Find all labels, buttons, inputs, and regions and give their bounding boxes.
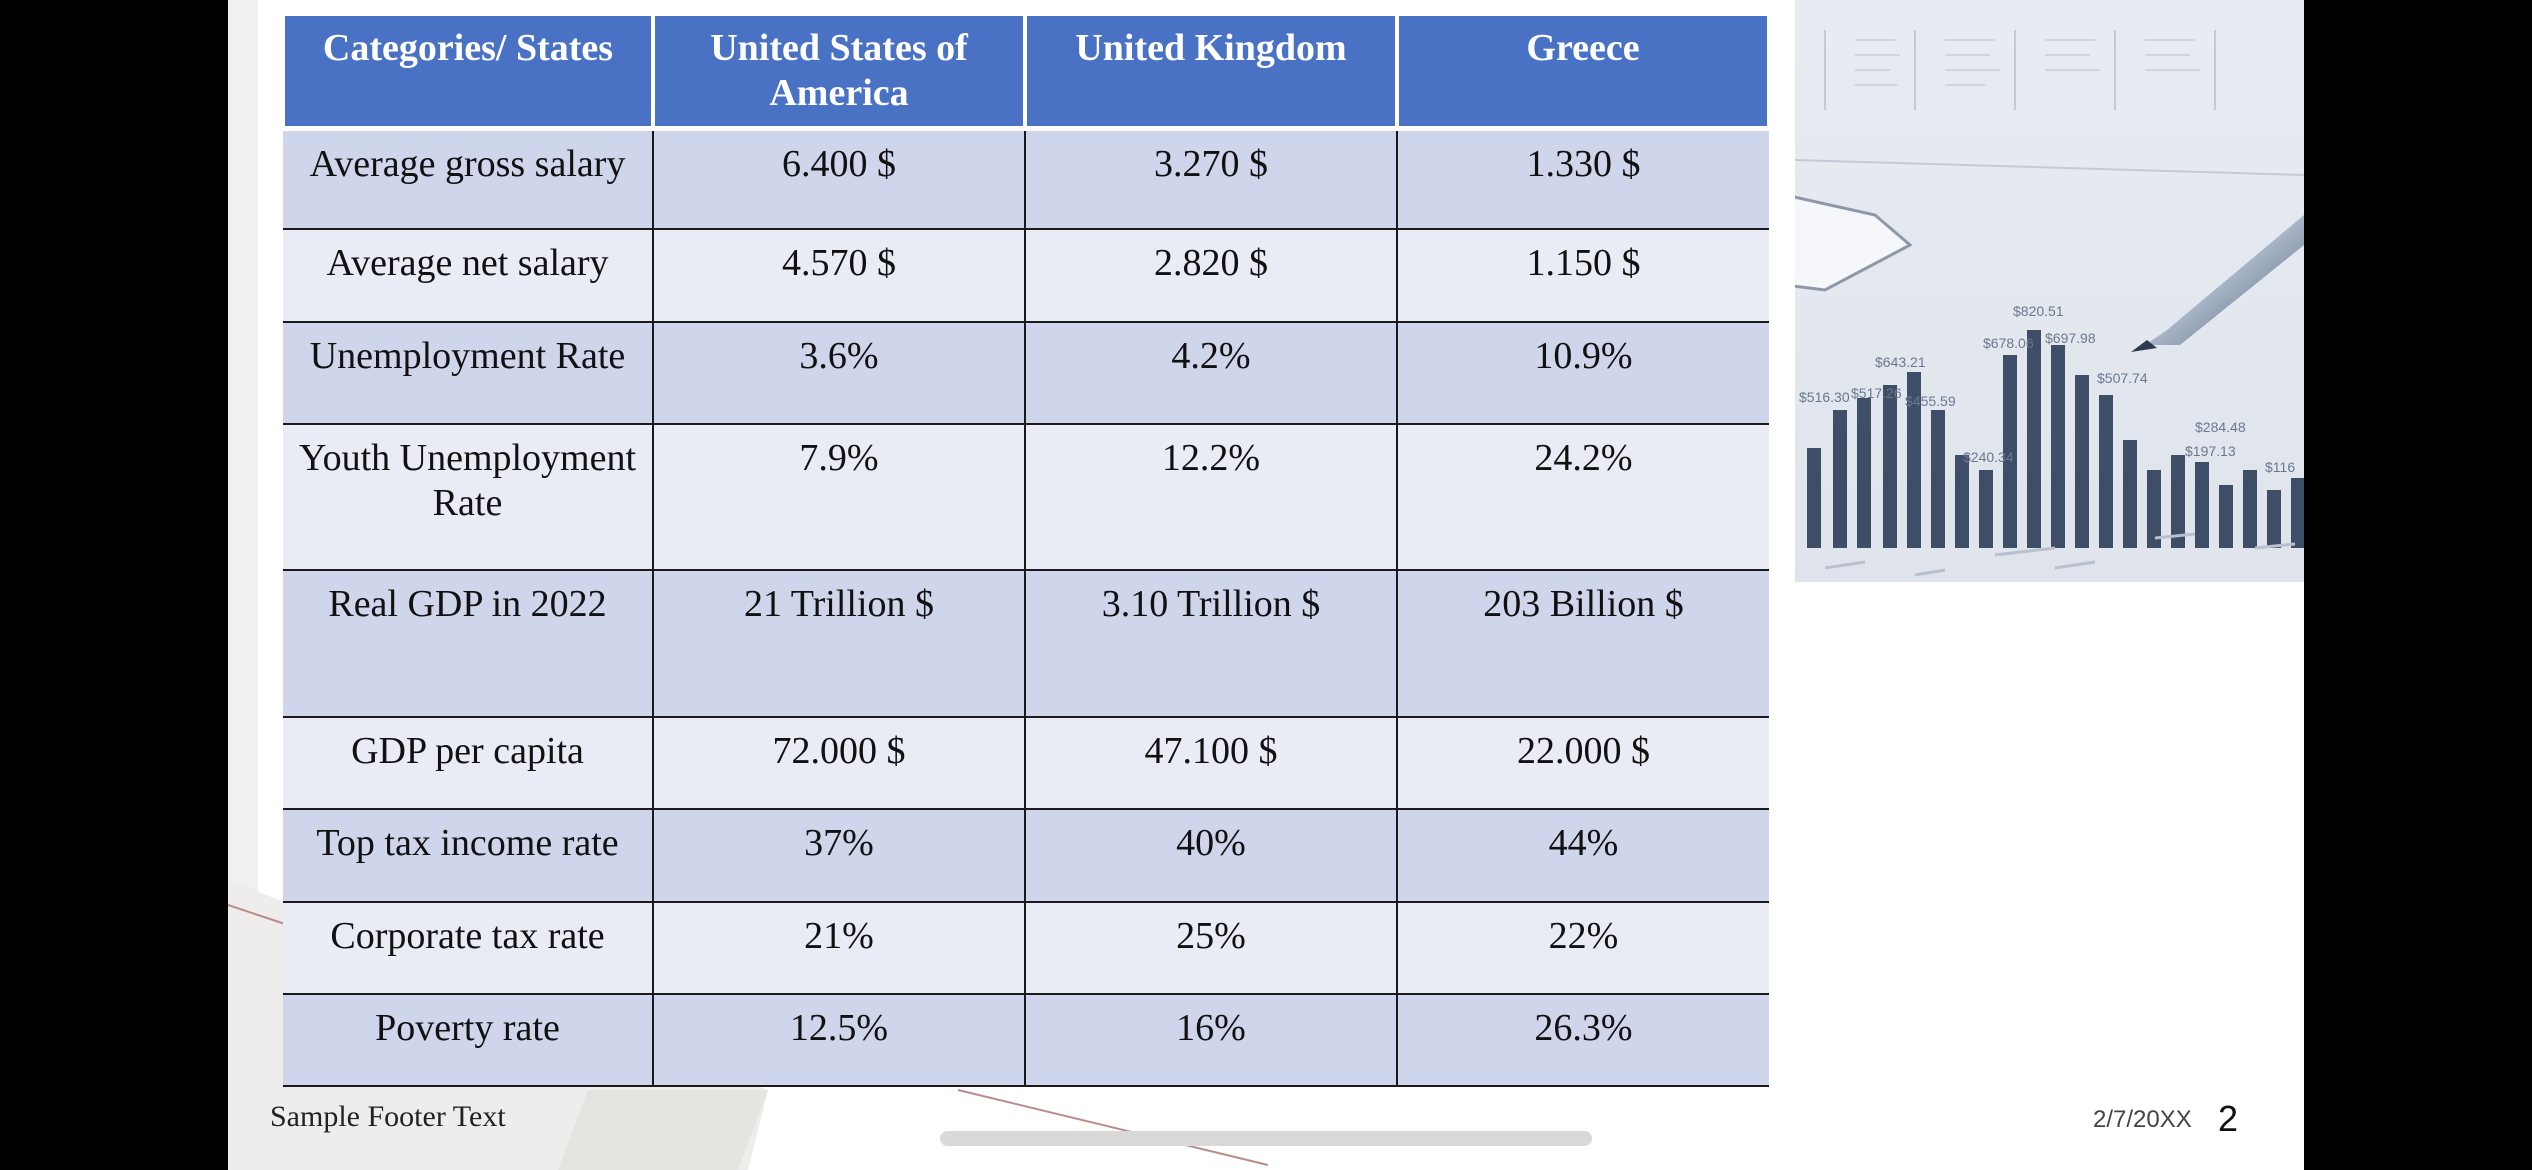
chart-value-label: $507.74 <box>2097 370 2148 386</box>
page-number: 2 <box>2218 1098 2239 1139</box>
chart-value-label: $240.34 <box>1963 449 2014 465</box>
cell-greece: 10.9% <box>1397 322 1769 424</box>
cell-uk: 16% <box>1025 994 1397 1086</box>
cell-usa: 72.000 $ <box>653 717 1025 809</box>
cell-uk: 3.270 $ <box>1025 128 1397 229</box>
chart-value-label: $697.98 <box>2045 330 2096 346</box>
cell-uk: 4.2% <box>1025 322 1397 424</box>
header-usa: United States of America <box>653 16 1025 128</box>
row-category: Poverty rate <box>283 994 653 1086</box>
cell-greece: 24.2% <box>1397 424 1769 570</box>
row-category: Real GDP in 2022 <box>283 570 653 717</box>
table-row <box>283 570 1769 717</box>
cell-usa: 37% <box>653 809 1025 902</box>
cell-uk: 3.10 Trillion $ <box>1025 570 1397 717</box>
header-uk: United Kingdom <box>1025 16 1397 128</box>
cell-usa: 3.6% <box>653 322 1025 424</box>
slide <box>228 0 2304 1170</box>
chart-value-label: $516.30 <box>1799 389 1850 405</box>
table-row <box>283 902 1769 994</box>
table-row <box>283 424 1769 570</box>
row-category: Average gross salary <box>283 128 653 229</box>
table-row <box>283 322 1769 424</box>
table-row <box>283 229 1769 322</box>
cell-usa: 21 Trillion $ <box>653 570 1025 717</box>
cell-usa: 6.400 $ <box>653 128 1025 229</box>
table-row <box>283 994 1769 1086</box>
cell-uk: 2.820 $ <box>1025 229 1397 322</box>
cell-usa: 12.5% <box>653 994 1025 1086</box>
chart-value-label: $455.59 <box>1905 393 1956 409</box>
cell-greece: 203 Billion $ <box>1397 570 1769 717</box>
row-category: Unemployment Rate <box>283 322 653 424</box>
cell-usa: 21% <box>653 902 1025 994</box>
comparison-table <box>281 16 1767 1087</box>
header-categories: Categories/ States <box>283 16 653 128</box>
cell-usa: 4.570 $ <box>653 229 1025 322</box>
cell-greece: 1.150 $ <box>1397 229 1769 322</box>
chart-value-label: $284.48 <box>2195 419 2246 435</box>
chart-value-label: $517.26 <box>1851 385 1902 401</box>
footer-text: Sample Footer Text <box>270 1100 506 1133</box>
finance-chart-photo <box>1795 0 2304 582</box>
row-category: Average net salary <box>283 229 653 322</box>
horizontal-scrollbar[interactable] <box>940 1131 1592 1146</box>
chart-value-label: $643.21 <box>1875 354 1926 370</box>
cell-greece: 22% <box>1397 902 1769 994</box>
chart-value-label: $197.13 <box>2185 443 2236 459</box>
table-row <box>283 128 1769 229</box>
row-category: Youth Unemployment Rate <box>283 424 653 570</box>
cell-greece: 26.3% <box>1397 994 1769 1086</box>
table-row <box>283 717 1769 809</box>
cell-uk: 40% <box>1025 809 1397 902</box>
row-category: GDP per capita <box>283 717 653 809</box>
cell-greece: 22.000 $ <box>1397 717 1769 809</box>
cell-greece: 44% <box>1397 809 1769 902</box>
chart-value-label: $116 <box>2265 459 2296 475</box>
cell-uk: 12.2% <box>1025 424 1397 570</box>
chart-value-label: $678.06 <box>1983 335 2034 351</box>
header-greece: Greece <box>1397 16 1769 128</box>
chart-value-label: $820.51 <box>2013 303 2064 319</box>
cell-greece: 1.330 $ <box>1397 128 1769 229</box>
cell-uk: 25% <box>1025 902 1397 994</box>
footer-date: 2/7/20XX <box>2093 1106 2192 1133</box>
row-category: Corporate tax rate <box>283 902 653 994</box>
table-row <box>283 809 1769 902</box>
cell-usa: 7.9% <box>653 424 1025 570</box>
row-category: Top tax income rate <box>283 809 653 902</box>
cell-uk: 47.100 $ <box>1025 717 1397 809</box>
